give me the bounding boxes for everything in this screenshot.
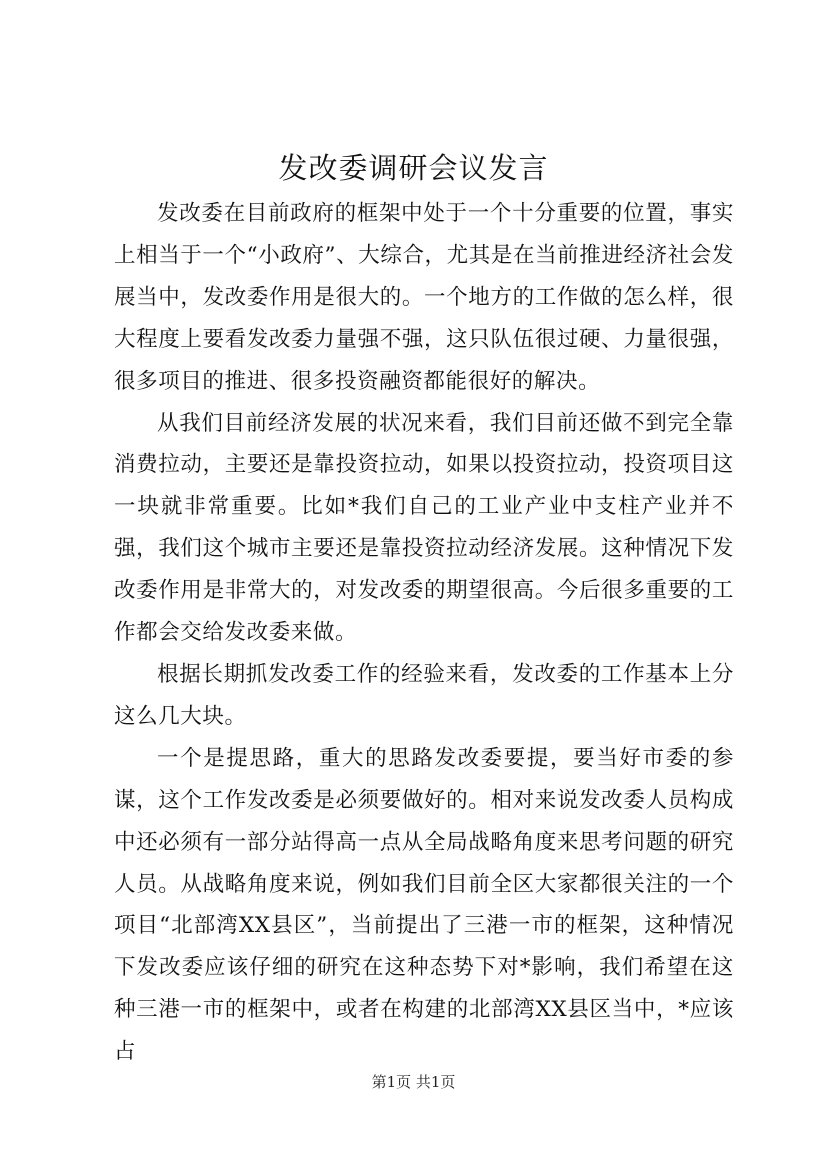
paragraph: 一个是提思路，重大的思路发改委要提，要当好市委的参谋，这个工作发改委是必须要做好的。相对来说发改委人员构成中还必须有一部分站得高一点从全局战略角度来思考问题的研究人员。从战略角度来说，例如我们目前全区大家都很关注的一个项目“北部湾XX县区”，当前提出了三港一市的框架，这种情况下发改委应该仔细的研究在这种态势下对*影响，我们希望在这种三港一市的框架中，或者在构建的北部湾XX县区当中，*应该占: [114, 745, 734, 1065]
page-footer: 第1页 共1页: [371, 1073, 456, 1091]
paragraph: 发改委在目前政府的框架中处于一个十分重要的位置，事实上相当于一个“小政府”、大综合，尤其是在当前推进经济社会发展当中，发改委作用是很大的。一个地方的工作做的怎么样，很大程度上要看发改委力量强不强，这只队伍很过硬、力量很强，很多项目的推进、很多投资融资都能很好的解决。: [114, 201, 734, 394]
paragraph: 从我们目前经济发展的状况来看，我们目前还做不到完全靠消费拉动，主要还是靠投资拉动，如果以投资拉动，投资项目这一块就非常重要。比如*我们自己的工业产业中支柱产业并不强，我们这个城市主要还是靠投资拉动经济发展。这种情况下发改委作用是非常大的，对发改委的期望很高。今后很多重要的工作都会交给发改委来做。: [114, 410, 734, 646]
paragraph: 根据长期抓发改委工作的经验来看，发改委的工作基本上分这么几大块。: [114, 661, 734, 729]
document-title: 发改委调研会议发言: [278, 151, 549, 185]
document-body: [114, 193, 734, 1073]
